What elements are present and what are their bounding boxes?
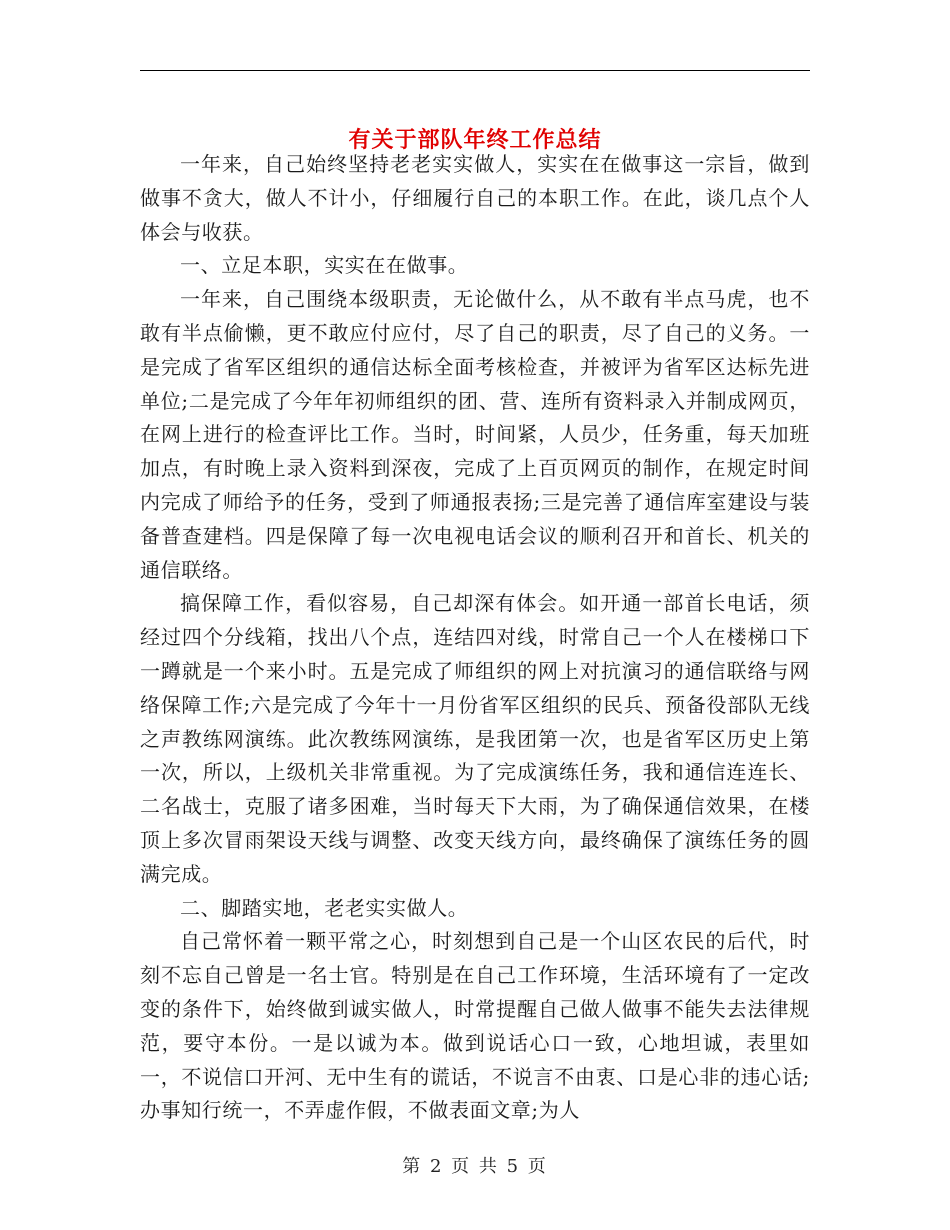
document-title: 有关于部队年终工作总结 (348, 127, 602, 153)
paragraph-support: 搞保障工作，看似容易，自己却深有体会。如开通一部首长电话，须经过四个分线箱，找出八个点，连结四对线，时常自己一个人在楼梯口下一蹲就是一个来小时。五是完成了师组织的网上对抗演习的通信联络与网络保障工作;六是完成了今年十一月份省军区组织的民兵、预备役部队无线之声教练网演练。此次教练网演练，是我团第一次，也是省军区历史上第一次，所以，上级机关非常重视。为了完成演练任务，我和通信连连长、二名战士，克服了诸多困难，当时每天下大雨，为了确保通信效果，在楼顶上多次冒雨架设天线与调整、改变天线方向，最终确保了演练任务的圆满完成。 (140, 591, 810, 886)
page-number: 第 2 页 共 5 页 (402, 1156, 548, 1177)
document-body (140, 148, 810, 1128)
paragraph-conduct: 自己常怀着一颗平常之心，时刻想到自己是一个山区农民的后代，时刻不忘自己曾是一名士官。特别是在自己工作环境，生活环境有了一定改变的条件下，始终做到诚实做人，时常提醒自己做人做事不能失去法律规范，要守本份。一是以诚为本。做到说话心口一致，心地坦诚，表里如一，不说信口开河、无中生有的谎话，不说言不由衷、口是心非的违心话;办事知行统一，不弄虚作假，不做表面文章;为人 (140, 929, 810, 1123)
section-heading-2: 二、脚踏实地，老老实实做人。 (180, 895, 469, 920)
paragraph-intro: 一年来，自己始终坚持老老实实做人，实实在在做事这一宗旨，做到做事不贪大，做人不计小，仔细履行自己的本职工作。在此，谈几点个人体会与收获。 (140, 152, 810, 244)
section-heading-1: 一、立足本职，实实在在做事。 (180, 253, 469, 278)
header-rule (140, 70, 810, 71)
paragraph-duties: 一年来，自己围绕本级职责，无论做什么，从不敢有半点马虎，也不敢有半点偷懒，更不敢应付应付，尽了自己的职责，尽了自己的义务。一是完成了省军区组织的通信达标全面考核检查，并被评为省军区达标先进单位;二是完成了今年年初师组织的团、营、连所有资料录入并制成网页，在网上进行的检查评比工作。当时，时间紧，人员少，任务重，每天加班加点，有时晚上录入资料到深夜，完成了上百页网页的制作，在规定时间内完成了师给予的任务，受到了师通报表扬;三是完善了通信库室建设与装备普查建档。四是保障了每一次电视电话会议的顺利召开和首长、机关的通信联络。 (140, 287, 810, 582)
